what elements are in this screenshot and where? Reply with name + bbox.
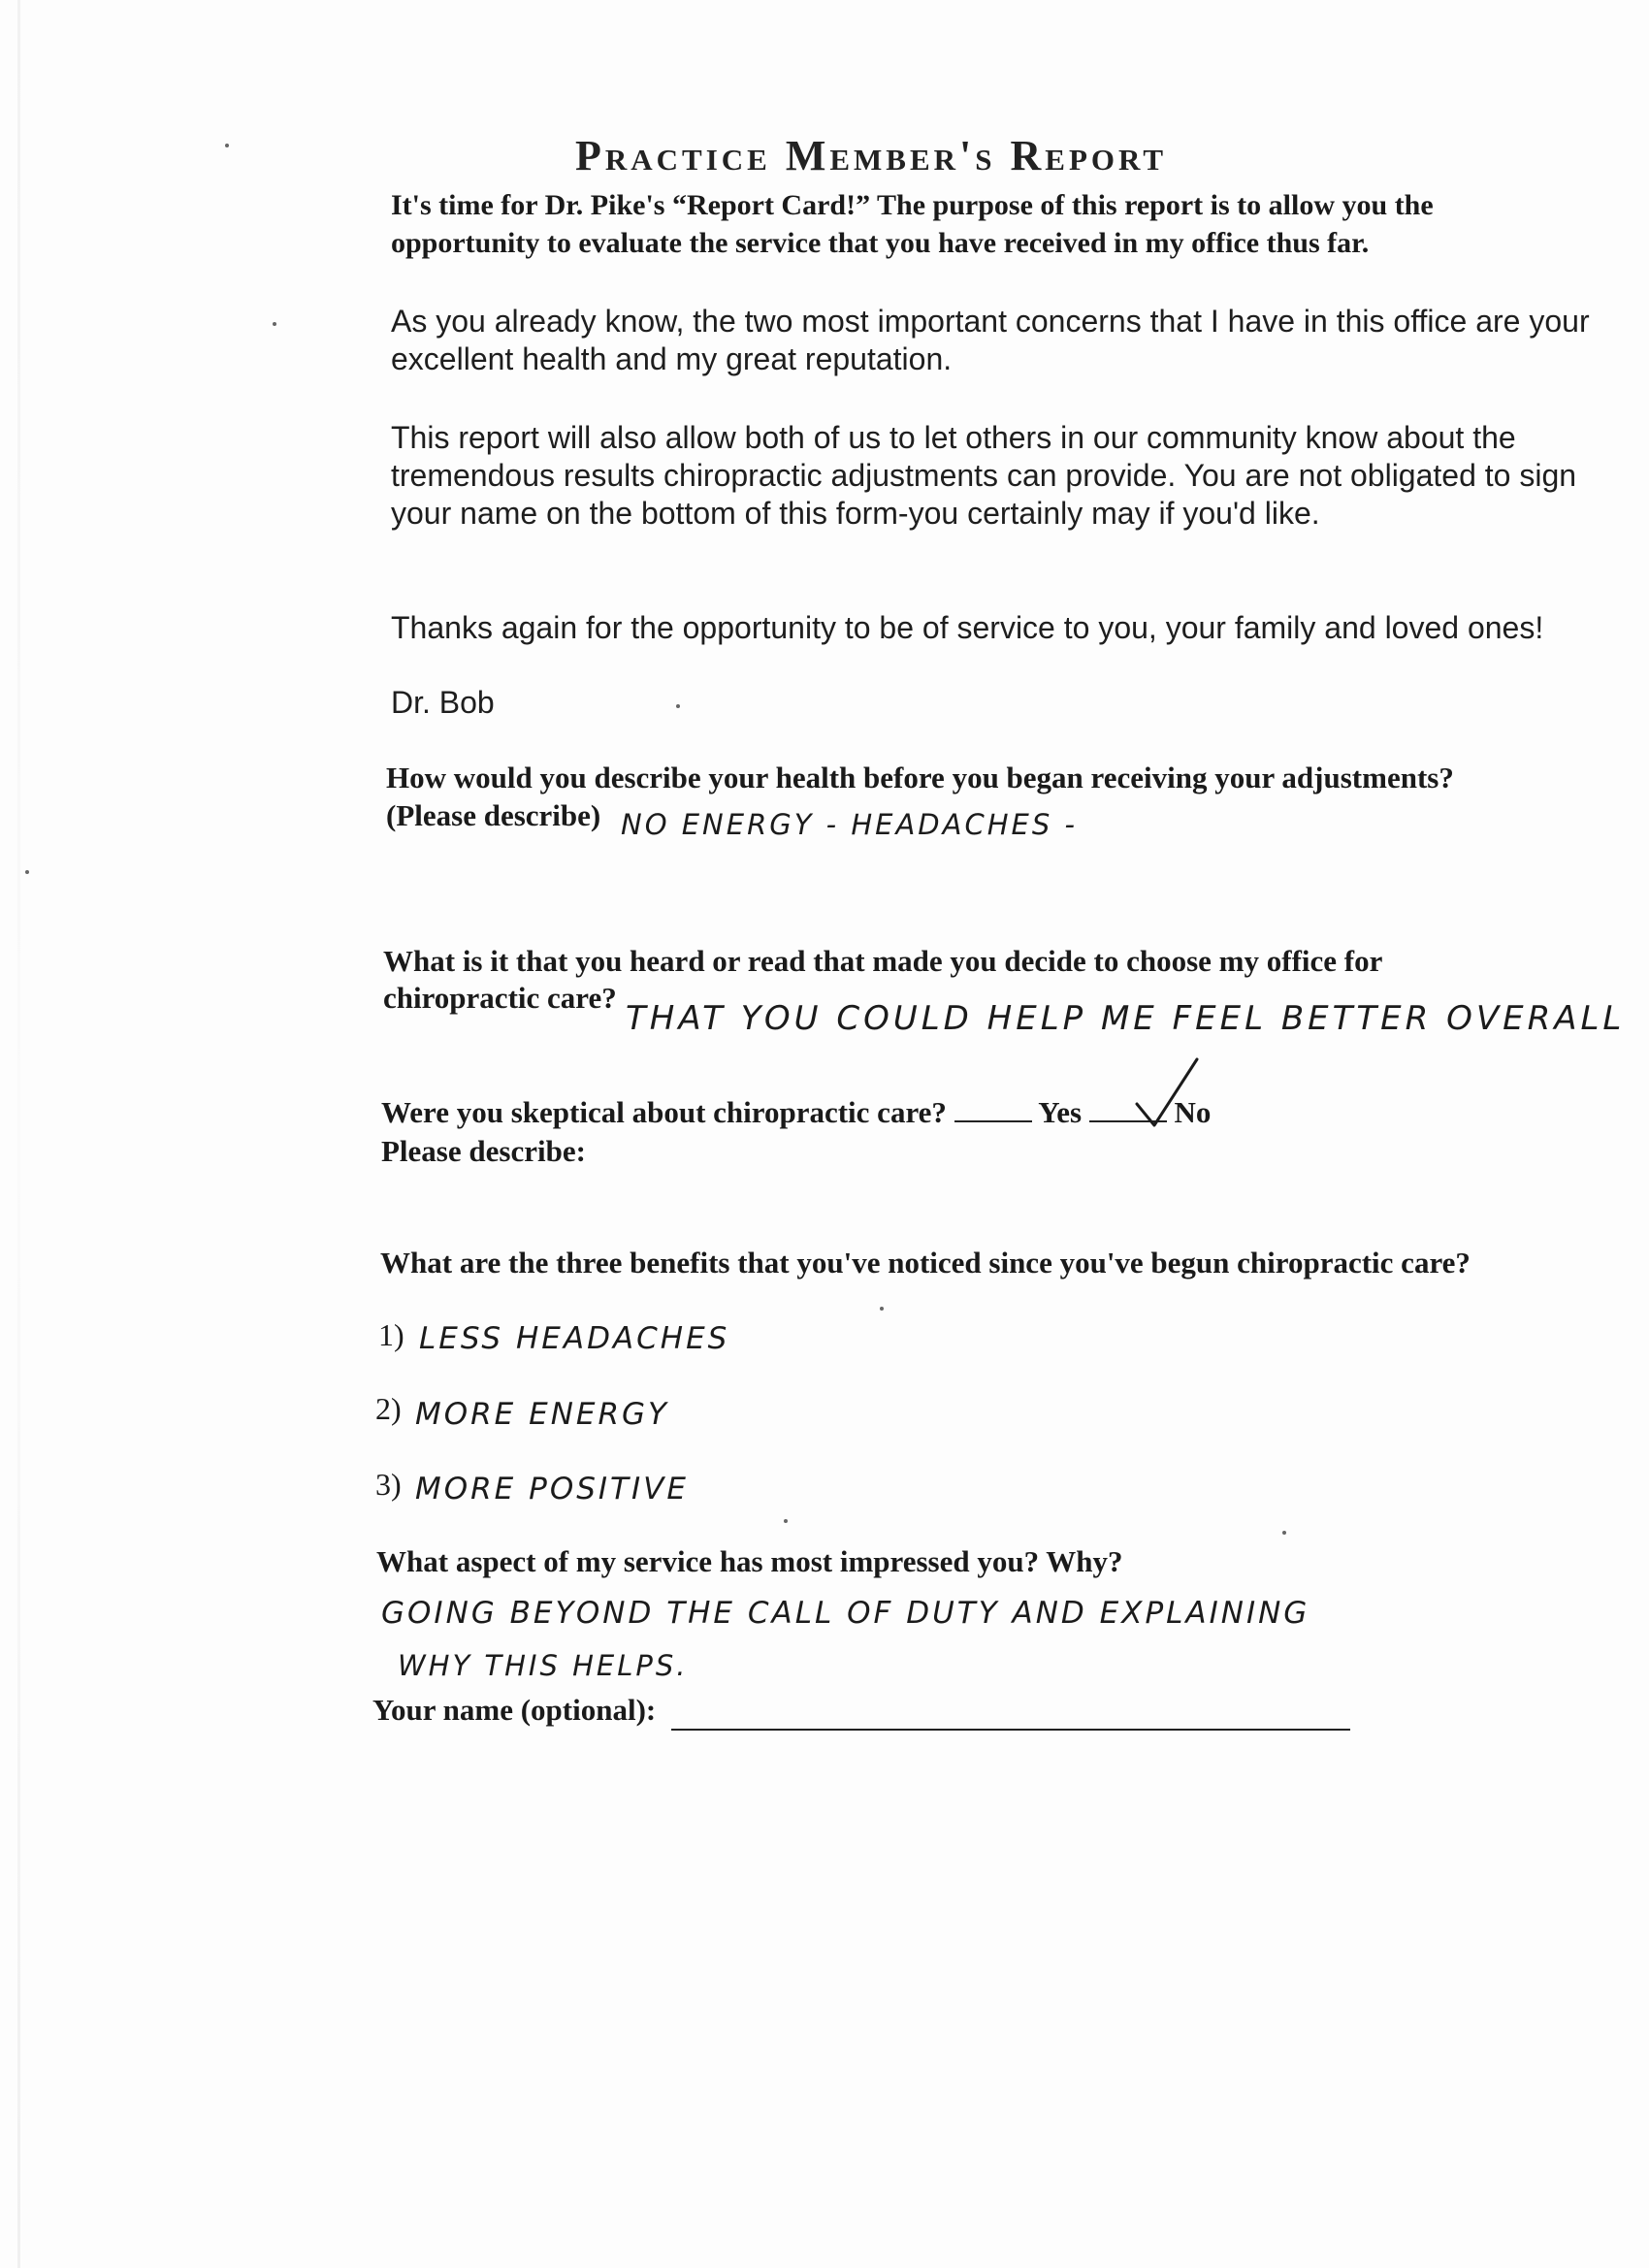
- checkmark-icon: [1133, 1055, 1201, 1133]
- benefit-number-1: 1): [378, 1317, 404, 1352]
- intro-paragraph: [391, 186, 1584, 262]
- scan-speck: [676, 704, 680, 708]
- scan-edge: [17, 0, 20, 2268]
- scan-speck: [225, 144, 229, 147]
- question-why-choose: What is it that you heard or read that made you decide to choose my office for: [383, 944, 1383, 978]
- benefit-number-2: 2): [375, 1391, 402, 1426]
- name-field-line[interactable]: [671, 1729, 1350, 1731]
- benefit-answer-2[interactable]: MORE ENERGY: [415, 1397, 669, 1432]
- question-most-impressed: What aspect of my service has most impressed you? Why?: [376, 1544, 1123, 1578]
- signature-text: Dr. Bob: [391, 685, 495, 720]
- question-skeptical-text: Were you skeptical about chiropractic care?: [381, 1095, 947, 1129]
- answer-health-before[interactable]: NO ENERGY - HEADACHES -: [621, 808, 1078, 841]
- question-skeptical: [381, 1094, 1211, 1131]
- yes-label: Yes: [1038, 1095, 1083, 1129]
- answer-impressed-line-2[interactable]: WHY THIS HELPS.: [398, 1649, 689, 1682]
- scan-speck: [273, 322, 276, 326]
- question-describe-prompt: Please describe:: [381, 1134, 586, 1168]
- question-why-choose-cont: chiropractic care?: [383, 981, 617, 1015]
- no-label: No: [1174, 1095, 1212, 1129]
- form-title: Practice Member's Report: [575, 132, 1167, 179]
- question-health-before: How would you describe your health before you began receiving your adjustments?: [386, 761, 1454, 794]
- intro-line-1: It's time for Dr. Pike's “Report Card!” The purpose of this report is to allow you the: [391, 189, 1434, 221]
- question-three-benefits: What are the three benefits that you've noticed since you've begun chiropractic care?: [380, 1246, 1471, 1280]
- scan-speck: [784, 1519, 788, 1523]
- intro-line-2: opportunity to evaluate the service that you have received in my office thus far.: [391, 227, 1370, 259]
- question-health-prompt: (Please describe): [386, 798, 601, 832]
- benefit-answer-3[interactable]: MORE POSITIVE: [415, 1472, 689, 1507]
- benefit-answer-1[interactable]: LESS HEADACHES: [419, 1321, 730, 1356]
- paragraph-concerns: As you already know, the two most important concerns that I have in this office are your excellent health and my great reputation.: [391, 304, 1590, 376]
- benefit-number-3: 3): [375, 1467, 402, 1502]
- paragraph-community: This report will also allow both of us to let others in our community know about the tremendous results chiropractic adjustments can provide. You are not obligated to sign your name on the bottom of this form-you certainly may if you'd like.: [391, 420, 1577, 531]
- scan-speck: [1282, 1531, 1286, 1535]
- scan-speck: [880, 1307, 884, 1311]
- paragraph-thanks: Thanks again for the opportunity to be of service to you, your family and loved ones!: [391, 610, 1544, 645]
- answer-impressed-line-1[interactable]: GOING BEYOND THE CALL OF DUTY AND EXPLAINING: [381, 1596, 1310, 1631]
- answer-why-choose[interactable]: THAT YOU COULD HELP ME FEEL BETTER OVERALL: [626, 999, 1626, 1038]
- scan-speck: [25, 870, 29, 874]
- yes-blank[interactable]: [954, 1095, 1032, 1122]
- name-field-label: Your name (optional):: [372, 1693, 657, 1727]
